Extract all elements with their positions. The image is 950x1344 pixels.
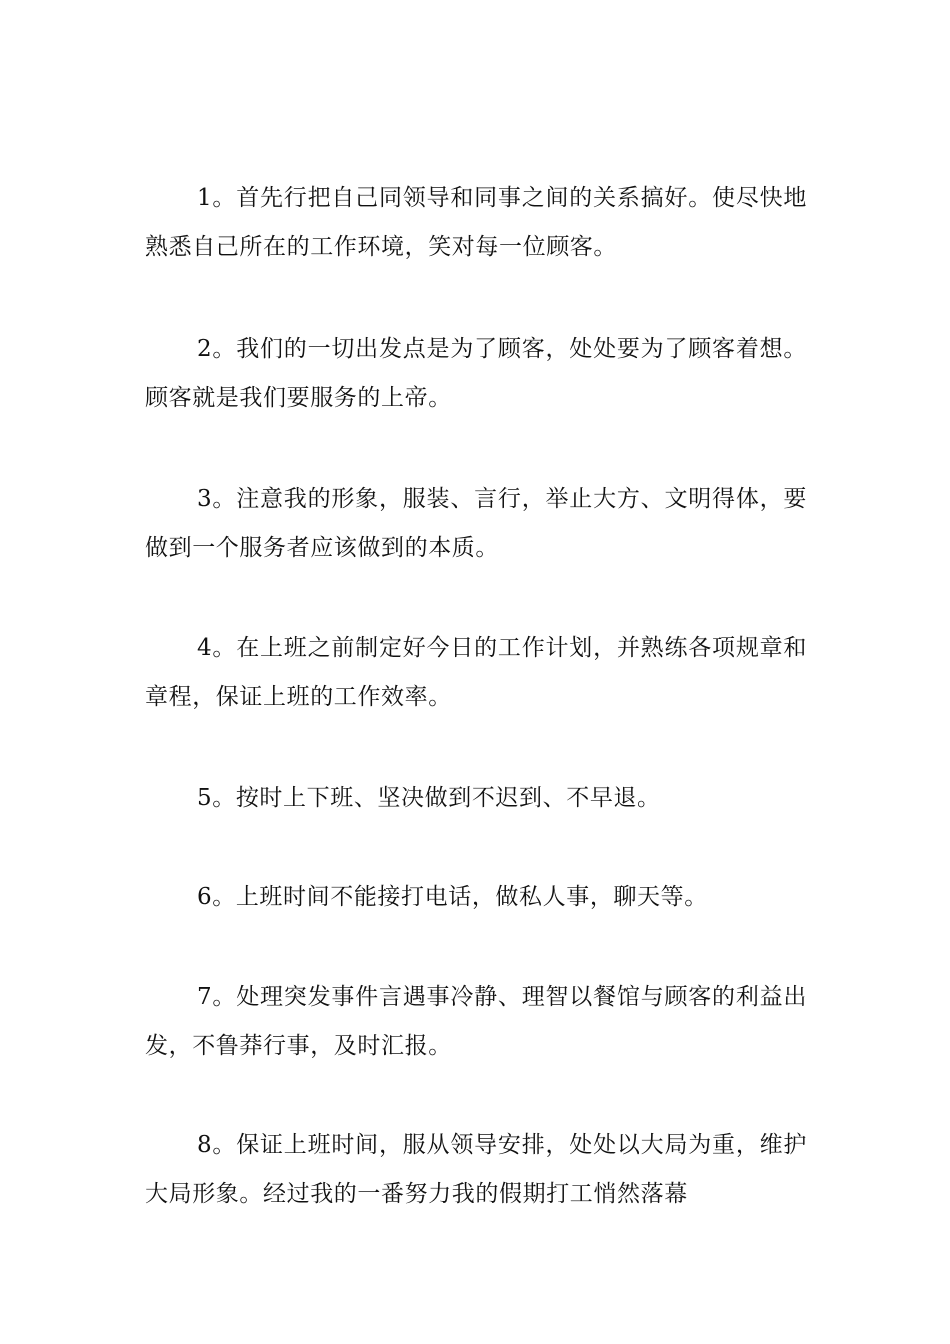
paragraph-8: 8。保证上班时间，服从领导安排，处处以大局为重，维护大局形象。经过我的一番努力我的假期打工悄然落幕 bbox=[145, 1132, 807, 1207]
paragraph-7: 7。处理突发事件言遇事冷静、理智以餐馆与顾客的利益出发，不鲁莽行事，及时汇报。 bbox=[145, 984, 807, 1059]
paragraph-3: 3。注意我的形象，服装、言行，举止大方、文明得体，要做到一个服务者应该做到的本质。 bbox=[145, 486, 807, 561]
paragraph-4: 4。在上班之前制定好今日的工作计划，并熟练各项规章和章程，保证上班的工作效率。 bbox=[145, 635, 807, 710]
paragraph-5: 5。按时上下班、坚决做到不迟到、不早退。 bbox=[197, 785, 661, 811]
paragraph-6: 6。上班时间不能接打电话，做私人事，聊天等。 bbox=[197, 884, 708, 910]
paragraph-1: 1。首先行把自己同领导和同事之间的关系搞好。使尽快地熟悉自己所在的工作环境，笑对每一位顾客。 bbox=[145, 185, 807, 260]
paragraph-2: 2。我们的一切出发点是为了顾客，处处要为了顾客着想。顾客就是我们要服务的上帝。 bbox=[145, 336, 807, 411]
